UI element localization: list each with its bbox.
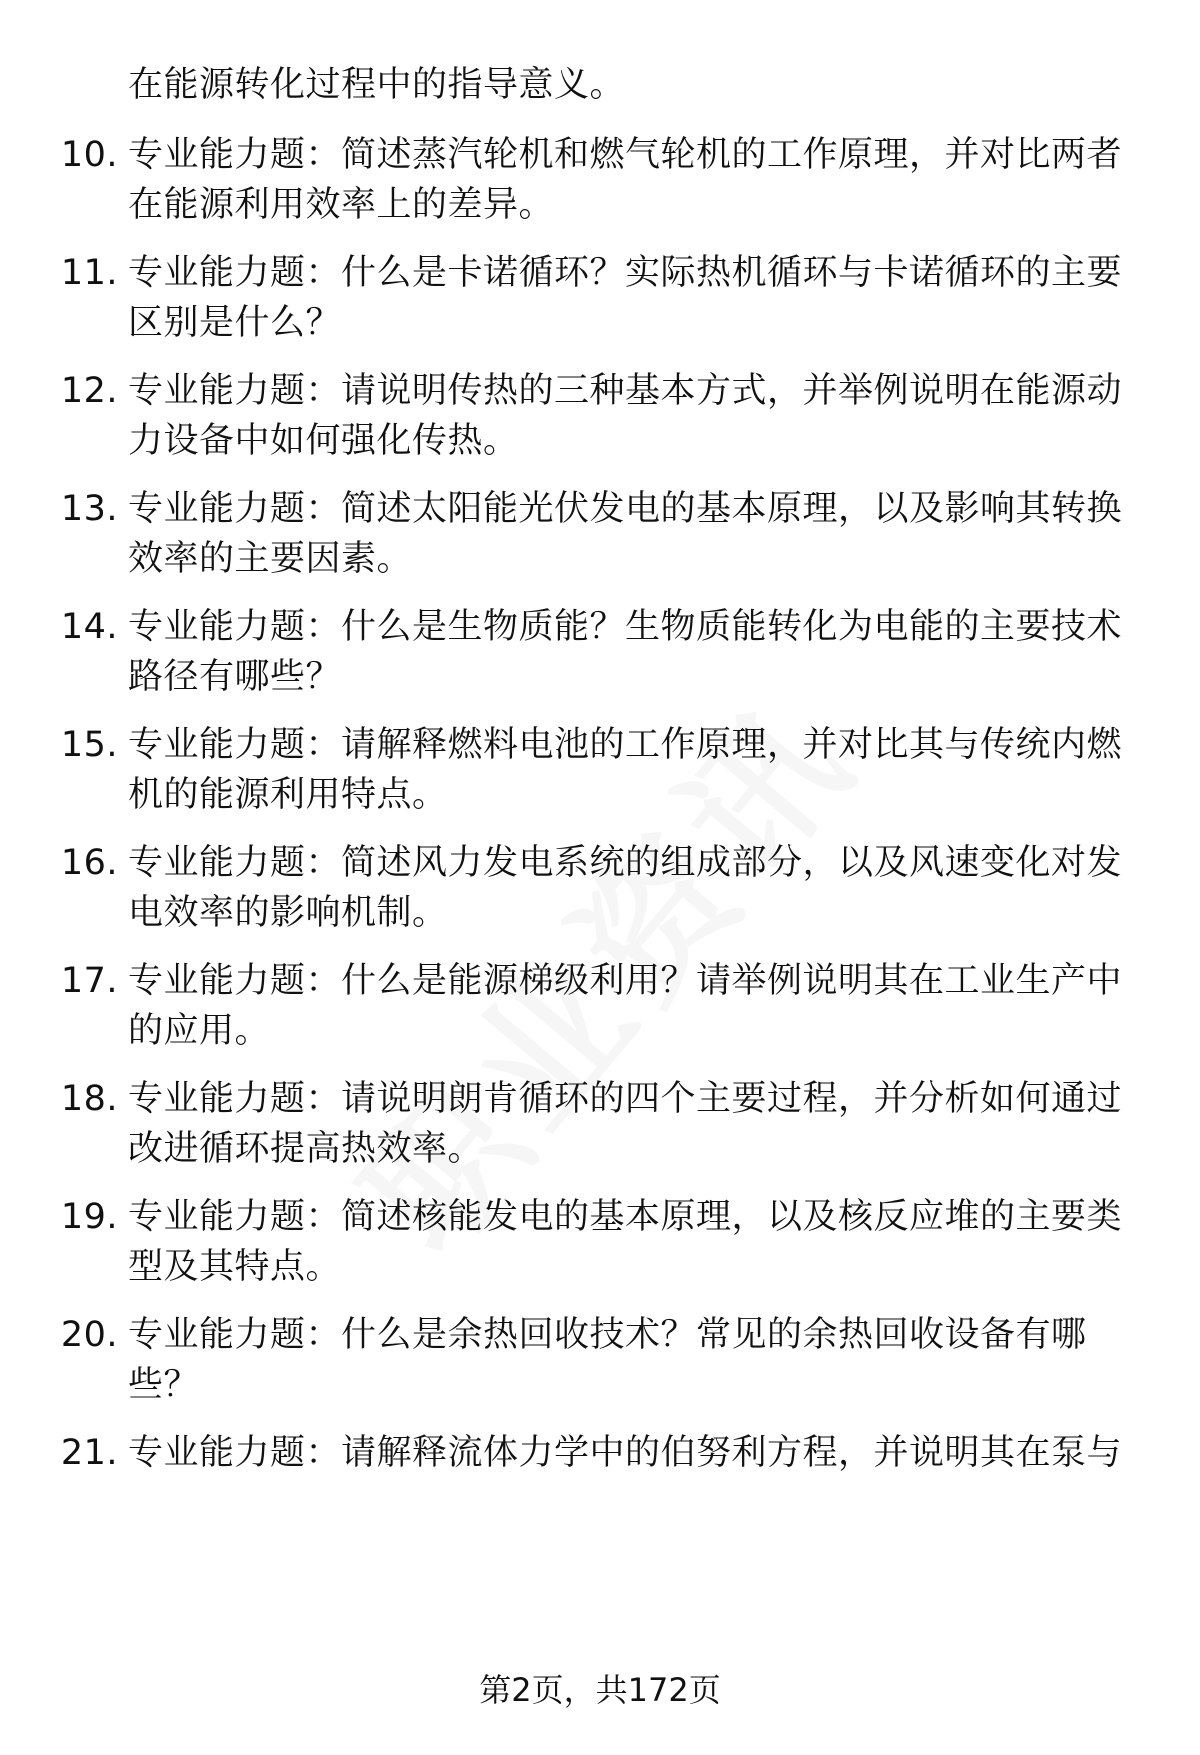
question-number: 20. [60, 1315, 118, 1355]
question-item [60, 1310, 1138, 1410]
page-footer: 第2页，共172页 [479, 1671, 721, 1709]
continuation-line: 在能源转化过程中的指导意义。 [128, 65, 626, 105]
question-number: 11. [60, 253, 118, 293]
question-item [60, 1074, 1138, 1174]
question-text: 专业能力题：请解释流体力学中的伯努利方程，并说明其在泵与 [128, 1433, 1123, 1473]
question-number: 10. [60, 135, 118, 175]
question-text: 专业能力题：简述核能发电的基本原理，以及核反应堆的主要类型及其特点。 [128, 1197, 1123, 1287]
question-text: 专业能力题：什么是余热回收技术？常见的余热回收设备有哪些？ [128, 1315, 1087, 1405]
question-number: 16. [60, 843, 118, 883]
question-item [60, 602, 1138, 702]
question-item [60, 956, 1138, 1056]
question-number: 13. [60, 489, 118, 529]
question-item [60, 130, 1138, 230]
question-number: 15. [60, 725, 118, 765]
question-text: 专业能力题：什么是生物质能？生物质能转化为电能的主要技术路径有哪些？ [128, 607, 1123, 697]
question-text: 专业能力题：什么是能源梯级利用？请举例说明其在工业生产中的应用。 [128, 961, 1123, 1051]
question-number: 17. [60, 961, 118, 1001]
question-item [60, 366, 1138, 466]
question-item [60, 720, 1138, 820]
question-item [60, 838, 1138, 938]
question-number: 21. [60, 1433, 118, 1473]
question-number: 18. [60, 1079, 118, 1119]
question-text: 专业能力题：请说明传热的三种基本方式，并举例说明在能源动力设备中如何强化传热。 [128, 371, 1123, 461]
question-number: 19. [60, 1197, 118, 1237]
question-text: 专业能力题：简述风力发电系统的组成部分，以及风速变化对发电效率的影响机制。 [128, 843, 1123, 933]
question-text: 专业能力题：请解释燃料电池的工作原理，并对比其与传统内燃机的能源利用特点。 [128, 725, 1123, 815]
question-item [60, 484, 1138, 584]
question-text: 专业能力题：简述太阳能光伏发电的基本原理，以及影响其转换效率的主要因素。 [128, 489, 1123, 579]
question-number: 14. [60, 607, 118, 647]
question-text: 专业能力题：简述蒸汽轮机和燃气轮机的工作原理，并对比两者在能源利用效率上的差异。 [128, 135, 1123, 225]
question-text: 专业能力题：请说明朗肯循环的四个主要过程，并分析如何通过改进循环提高热效率。 [128, 1079, 1123, 1169]
question-item [60, 1192, 1138, 1292]
question-number: 12. [60, 371, 118, 411]
question-item [60, 248, 1138, 348]
question-item [60, 1428, 1138, 1478]
continuation-text [128, 60, 1138, 110]
question-text: 专业能力题：什么是卡诺循环？实际热机循环与卡诺循环的主要区别是什么？ [128, 253, 1123, 343]
